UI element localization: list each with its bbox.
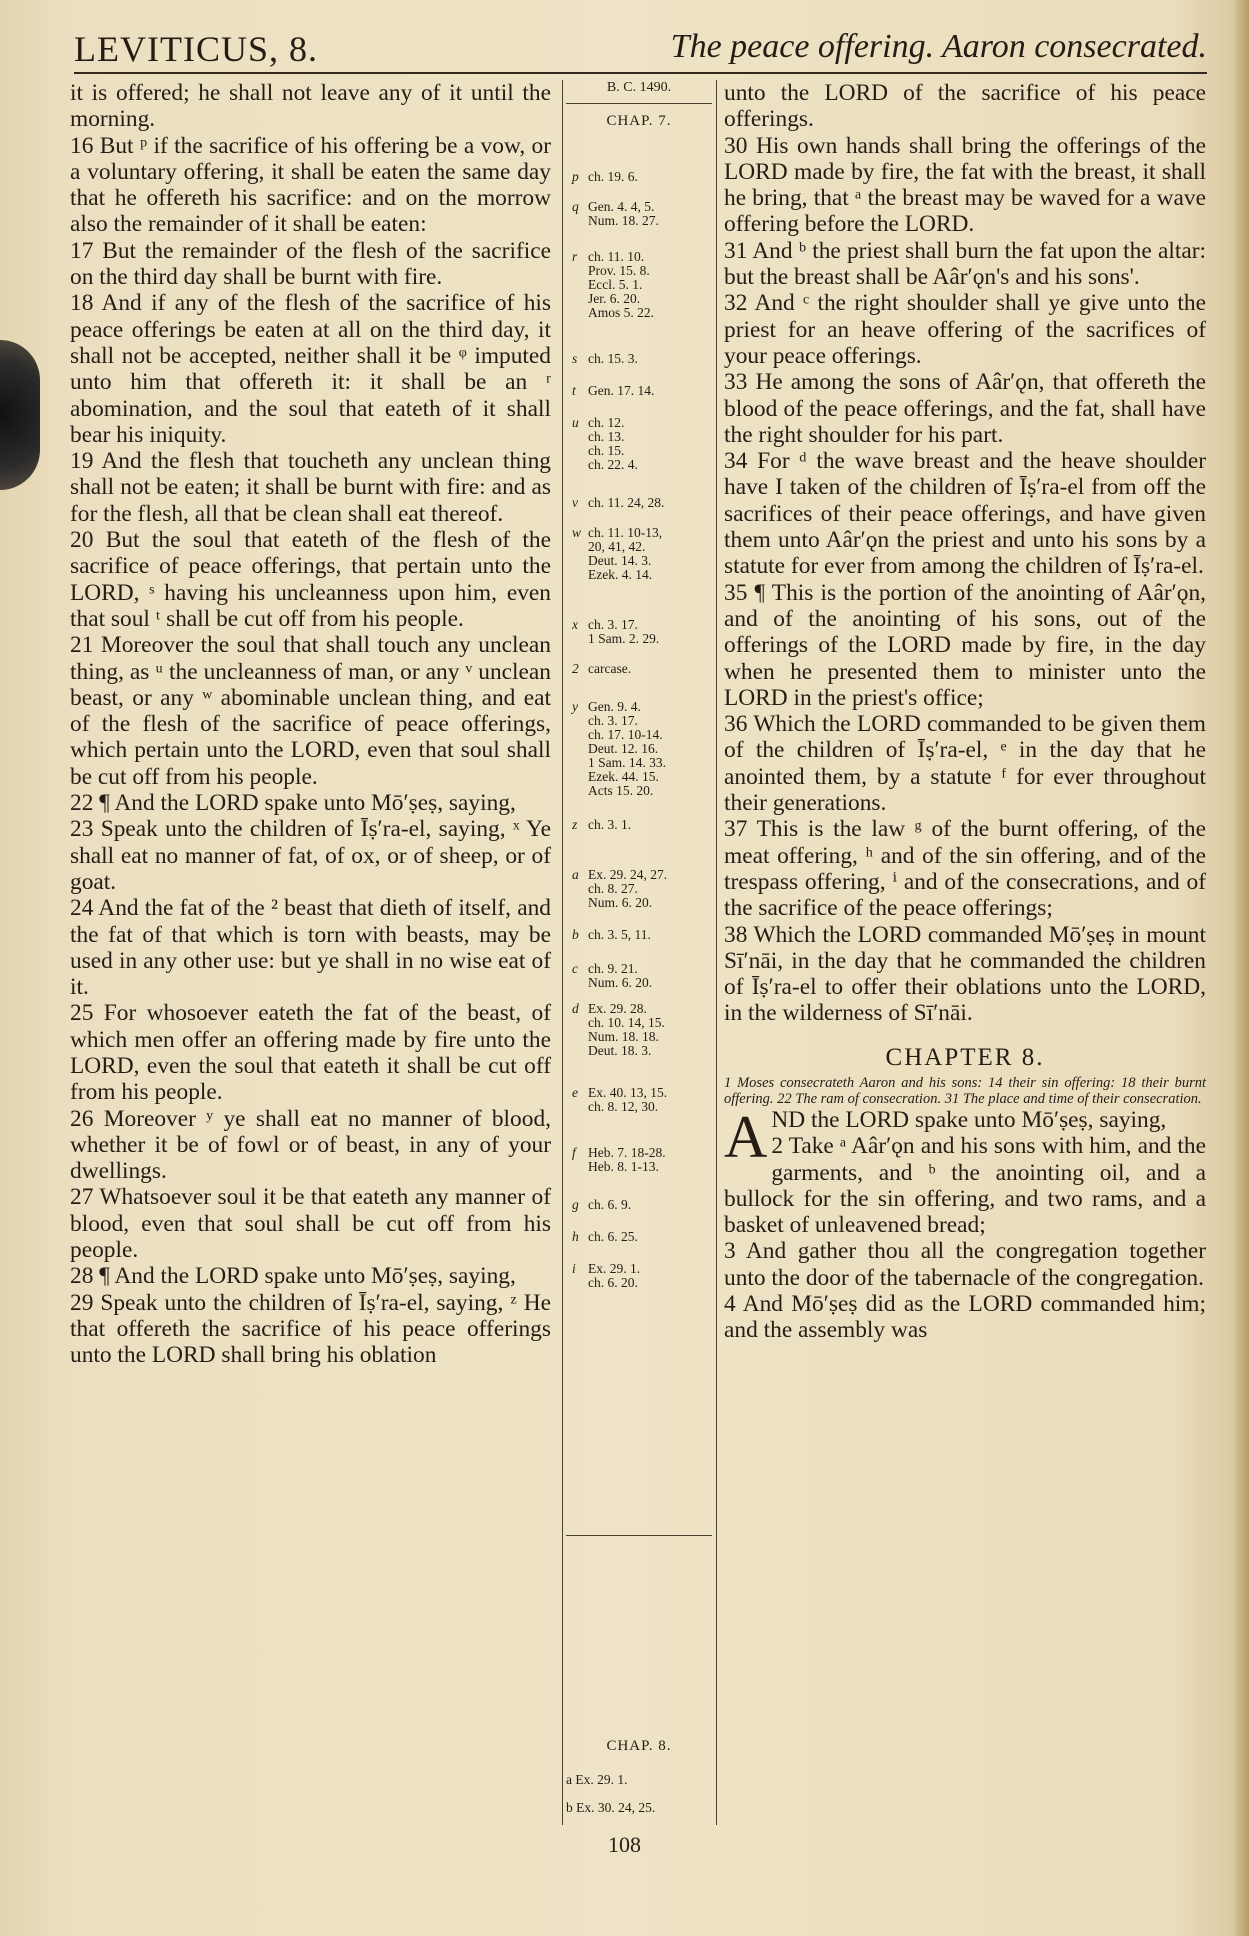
reference-mark: u xyxy=(572,415,579,430)
cross-reference xyxy=(572,868,718,910)
reference-text: Gen. 9. 4. ch. 3. 17. ch. 17. 10-14. Deut. 12. 16. 1 Sam. 14. 33. Ezek. 44. 15. Acts 15. 20. xyxy=(588,699,667,798)
reference-mark: e xyxy=(572,1085,578,1100)
reference-text: ch. 11. 24, 28. xyxy=(588,495,665,510)
reference-text: ch. 11. 10. Prov. 15. 8. Eccl. 5. 1. Jer. 6. 20. Amos 5. 22. xyxy=(588,249,655,320)
verse: 34 For ᵈ the wave breast and the heave shoulder have I taken of the children of Īṣ′ra-el from off the sacrifices of their peace offerings, and have given them unto Aâr′ǫn the priest and unto his sons by a statute for ever from among the children of Īṣ′ra-el. xyxy=(724,448,1206,580)
margin-rule xyxy=(566,103,712,104)
verse: 33 He among the sons of Aâr′ǫn, that offereth the blood of the peace offerings, and the fat, shall have the right shoulder for his part. xyxy=(724,369,1206,448)
reference-mark: v xyxy=(572,495,578,510)
left-column xyxy=(70,80,551,1369)
right-column xyxy=(724,80,1206,1344)
cross-reference xyxy=(572,1262,718,1290)
cross-reference xyxy=(572,200,718,228)
cross-reference xyxy=(572,1002,718,1058)
reference-mark: t xyxy=(572,383,576,398)
margin-rule xyxy=(566,1535,712,1536)
reference-text: ch. 19. 6. xyxy=(588,169,638,184)
drop-cap: A xyxy=(724,1103,768,1170)
verse: 25 For whosoever eateth the fat of the beast, of which men offer an offering made by fire unto the LORD, even the soul that eateth it shall be cut off from his people. xyxy=(70,1000,551,1106)
cross-reference xyxy=(572,662,718,676)
center-reference-column xyxy=(566,80,712,129)
verse: it is offered; he shall not leave any of it until the morning. xyxy=(70,80,551,133)
verse: 3 And gather thou all the congregation together unto the door of the tabernacle of the congregation. xyxy=(724,1238,1206,1291)
reference-text: Ex. 29. 1. ch. 6. 20. xyxy=(588,1261,641,1290)
reference-text: ch. 12. ch. 13. ch. 15. ch. 22. 4. xyxy=(588,415,638,472)
cross-reference xyxy=(572,250,718,320)
reference-mark: y xyxy=(572,699,578,714)
reference-text: ch. 15. 3. xyxy=(588,351,638,366)
cross-reference xyxy=(572,1230,718,1244)
reference-mark: z xyxy=(572,817,578,832)
header-rule xyxy=(74,72,1207,74)
cross-reference: b Ex. 30. 24, 25. xyxy=(566,1800,656,1815)
verse: 4 And Mō′ṣeṣ did as the LORD commanded him; and the assembly was xyxy=(724,1291,1206,1344)
reference-text: ch. 3. 1. xyxy=(588,817,632,832)
cross-reference xyxy=(572,352,718,366)
verse: 17 But the remainder of the flesh of the sacrifice on the third day shall be burnt with fire. xyxy=(70,237,551,291)
reference-text: Heb. 7. 18-28. Heb. 8. 1-13. xyxy=(588,1145,666,1174)
reference-mark: c xyxy=(572,961,578,976)
binding-shadow xyxy=(0,340,40,490)
cross-reference xyxy=(572,928,718,942)
verse: unto the LORD of the sacrifice of his peace offerings. xyxy=(724,80,1206,133)
verse: 29 Speak unto the children of Īṣ′ra-el, saying, ᶻ He that offereth the sacrifice of his peace offerings unto the LORD shall bring his oblation xyxy=(70,1289,551,1369)
book-chapter-title: LEVITICUS, 8. xyxy=(74,29,318,69)
verse: 27 Whatsoever soul it be that eateth any manner of blood, even that soul shall be cut off from his people. xyxy=(70,1184,551,1264)
page-edge xyxy=(1235,0,1249,1936)
margin-chapter-label: CHAP. 7. xyxy=(606,113,672,129)
verse: ND the LORD spake unto Mō′ṣeṣ, saying, xyxy=(771,1106,1167,1133)
reference-mark: r xyxy=(572,249,578,264)
cross-reference xyxy=(572,526,718,582)
cross-reference xyxy=(572,700,718,798)
reference-text: Ex. 40. 13, 15. ch. 8. 12, 30. xyxy=(588,1085,668,1114)
reference-mark: p xyxy=(572,169,579,184)
reference-mark: s xyxy=(572,351,578,366)
reference-text: Gen. 4. 4, 5. Num. 18. 27. xyxy=(588,199,659,228)
cross-reference xyxy=(572,618,718,646)
cross-reference xyxy=(572,384,718,398)
verse: 16 But ᵖ if the sacrifice of his offering be a vow, or a voluntary offering, it shall be eaten the same day that he offereth his sacrifice: and on the morrow also the remainder of it shall be eaten: xyxy=(70,132,551,238)
reference-text: Gen. 17. 14. xyxy=(588,383,655,398)
reference-mark: a xyxy=(572,867,579,882)
reference-mark: d xyxy=(572,1001,579,1016)
verse: 20 But the soul that eateth of the flesh of the sacrifice of peace offerings, that pertain unto the LORD, ˢ having his uncleanness upon him, even that soul ᵗ shall be cut off from his people. xyxy=(70,527,551,632)
reference-text: ch. 9. 21. Num. 6. 20. xyxy=(588,961,653,990)
page-header xyxy=(74,28,1207,72)
cross-reference xyxy=(572,1146,718,1174)
reference-mark: b xyxy=(572,927,579,942)
verse: 30 His own hands shall bring the offerings of the LORD made by fire, the fat with the breast, it shall he bring, that ᵃ the breast may be waved for a wave offering before the LORD. xyxy=(724,132,1206,238)
verse: 38 Which the LORD commanded Mō′ṣeṣ in mount Sī′nāi, in the day that he commanded the children of Īṣ′ra-el to offer their oblations unto the LORD, in the wilderness of Sī′nāi. xyxy=(724,921,1206,1027)
cross-reference: a Ex. 29. 1. xyxy=(566,1772,628,1787)
cross-reference xyxy=(572,416,718,472)
column-divider-right xyxy=(716,80,717,1825)
verse: 2 Take ᵃ Aâr′ǫn and his sons with him, and the garments, and ᵇ the anointing oil, and a bullock for the sin offering, and two rams, and a basket of unleavened bread; xyxy=(724,1133,1206,1239)
verse: 23 Speak unto the children of Īṣ′ra-el, saying, ˣ Ye shall eat no manner of fat, of ox, or of sheep, or of goat. xyxy=(70,816,551,895)
margin-chapter-label: CHAP. 8. xyxy=(606,1738,672,1754)
verse: 32 And ᶜ the right shoulder shall ye give unto the priest for an heave offering of the sacrifices of your peace offerings. xyxy=(724,290,1206,369)
column-divider-left xyxy=(562,80,563,1825)
cross-reference xyxy=(572,962,718,990)
page-number: 108 xyxy=(608,1832,641,1857)
reference-text: ch. 6. 9. xyxy=(588,1197,632,1212)
verse: 31 And ᵇ the priest shall burn the fat upon the altar: but the breast shall be Aâr′ǫn's and his sons'. xyxy=(724,237,1206,291)
cross-reference xyxy=(572,1086,718,1114)
verse: 28 ¶ And the LORD spake unto Mō′ṣeṣ, saying, xyxy=(70,1263,516,1290)
reference-mark: g xyxy=(572,1197,579,1212)
reference-text: carcase. xyxy=(588,661,632,676)
reference-mark: 2 xyxy=(572,661,579,676)
reference-text: ch. 3. 17. 1 Sam. 2. 29. xyxy=(588,617,660,646)
reference-mark: f xyxy=(572,1145,576,1160)
verse: 35 ¶ This is the portion of the anointing of Aâr′ǫn, and of the anointing of his sons, out of the offerings of the LORD made by fire, in the day when he presented them to minister unto the LORD in the priest's office; xyxy=(724,579,1206,711)
verse: 24 And the fat of the ² beast that dieth of itself, and the fat of that which is torn with beasts, may be used in any other use: but ye shall in no wise eat of it. xyxy=(70,895,551,1001)
chapter-summary: 1 Moses consecrateth Aaron and his sons: 14 their sin offering: 18 their burnt offering. 22 The ram of consecration. 31 The place and time of their consecration. xyxy=(724,1074,1206,1107)
reference-text: ch. 6. 25. xyxy=(588,1229,638,1244)
verse: 37 This is the law ᵍ of the burnt offering, of the meat offering, ʰ and of the sin offering, and of the trespass offering, ⁱ and of the consecrations, and of the sacrifice of the peace offerings; xyxy=(724,816,1206,922)
cross-reference xyxy=(572,1198,718,1212)
verse: 18 And if any of the flesh of the sacrifice of his peace offerings be eaten at all on the third day, it shall not be accepted, neither shall it be ᵠ imputed unto him that offereth it: it shall be an ʳ abomination, and the soul that eateth of it shall bear his iniquity. xyxy=(70,290,551,448)
reference-text: ch. 11. 10-13, 20, 41, 42. Deut. 14. 3. Ezek. 4. 14. xyxy=(588,525,663,582)
reference-mark: h xyxy=(572,1229,579,1244)
reference-mark: w xyxy=(572,525,582,540)
chapter-heading: CHAPTER 8. xyxy=(885,1043,1045,1071)
verse: 26 Moreover ʸ ye shall eat no manner of blood, whether it be of fowl or of beast, in any of your dwellings. xyxy=(70,1105,551,1185)
verse: 36 Which the LORD commanded to be given them of the children of Īṣ′ra-el, ᵉ in the day that he anointed them, by a statute ᶠ for ever throughout their generations. xyxy=(724,711,1206,817)
reference-text: Ex. 29. 24, 27. ch. 8. 27. Num. 6. 20. xyxy=(588,867,668,910)
date-note: B. C. 1490. xyxy=(606,80,672,95)
verse: 19 And the flesh that toucheth any unclean thing shall not be eaten; it shall be burnt with fire: and as for the flesh, all that be clean shall eat thereof. xyxy=(70,448,551,527)
reference-mark: x xyxy=(572,617,578,632)
cross-reference xyxy=(572,496,718,510)
verse: 21 Moreover the soul that shall touch any unclean thing, as ᵘ the uncleanness of man, or any ᵛ unclean beast, or any ʷ abominable unclean thing, and eat of the flesh of the sacrifice of peace offerings, which pertain unto the LORD, even that soul shall be cut off from his people. xyxy=(70,632,551,790)
reference-text: ch. 3. 5, 11. xyxy=(588,927,651,942)
cross-reference xyxy=(572,170,718,184)
reference-text: Ex. 29. 28. ch. 10. 14, 15. Num. 18. 18. Deut. 18. 3. xyxy=(588,1001,665,1058)
reference-mark: i xyxy=(572,1261,576,1276)
reference-mark: q xyxy=(572,199,579,214)
cross-reference xyxy=(572,818,718,832)
section-title: The peace offering. Aaron consecrated. xyxy=(670,28,1207,65)
verse: 22 ¶ And the LORD spake unto Mō′ṣeṣ, saying, xyxy=(70,790,516,817)
